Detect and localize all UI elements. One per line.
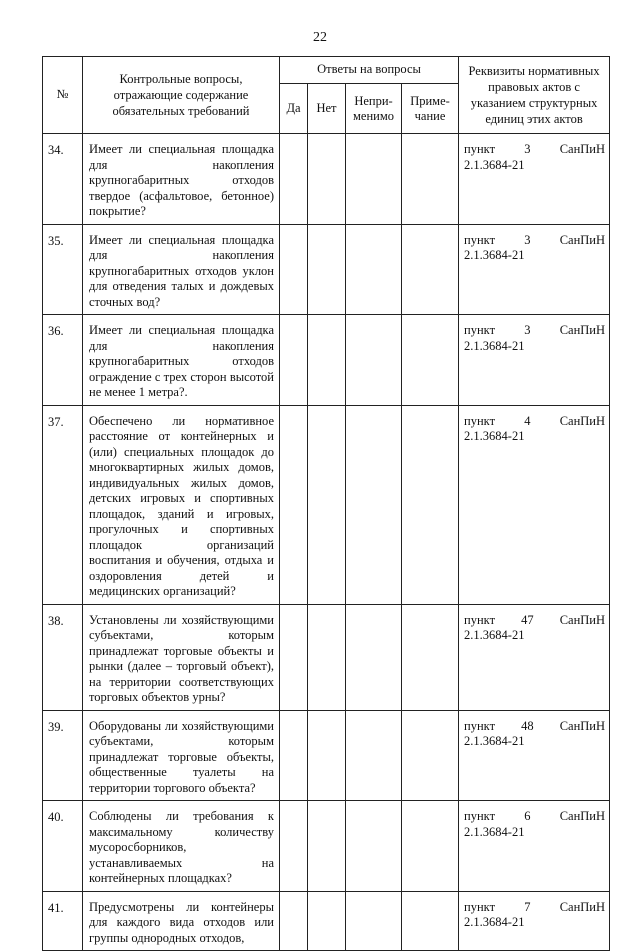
cell-no[interactable] bbox=[308, 224, 346, 315]
cell-not-applicable[interactable] bbox=[346, 604, 402, 710]
row-number: 39. bbox=[43, 710, 83, 801]
ref-point: пункт bbox=[464, 899, 496, 914]
header-no: Нет bbox=[308, 84, 346, 134]
ref-code: 2.1.3684-21 bbox=[464, 157, 525, 172]
table-row bbox=[43, 224, 610, 315]
cell-note[interactable] bbox=[402, 405, 459, 604]
cell-not-applicable[interactable] bbox=[346, 134, 402, 225]
cell-yes[interactable] bbox=[280, 224, 308, 315]
ref-act: СанПиН bbox=[559, 323, 606, 337]
row-requisites bbox=[459, 224, 610, 315]
cell-note[interactable] bbox=[402, 891, 459, 951]
row-question: Имеет ли специальная площадка для накопления крупногабаритных отходов твердое (асфальтовое, бетонное) покрытие? bbox=[83, 134, 280, 225]
row-requisites bbox=[459, 405, 610, 604]
row-requisites bbox=[459, 134, 610, 225]
ref-point: пункт bbox=[464, 232, 496, 247]
row-question: Имеет ли специальная площадка для накопления крупногабаритных отходов уклон для отведения талых и дождевых сточных вод? bbox=[83, 224, 280, 315]
cell-no[interactable] bbox=[308, 801, 346, 892]
ref-code: 2.1.3684-21 bbox=[464, 429, 525, 443]
cell-yes[interactable] bbox=[280, 405, 308, 604]
header-not-applicable-line2: менимо bbox=[353, 108, 394, 123]
checklist-table bbox=[42, 56, 610, 951]
ref-code: 2.1.3684-21 bbox=[464, 248, 525, 262]
ref-act: СанПиН bbox=[559, 718, 606, 733]
table-row bbox=[43, 710, 610, 801]
cell-not-applicable[interactable] bbox=[346, 224, 402, 315]
cell-yes[interactable] bbox=[280, 315, 308, 406]
ref-number: 3 bbox=[524, 142, 531, 156]
cell-not-applicable[interactable] bbox=[346, 315, 402, 406]
row-number: 38. bbox=[43, 604, 83, 710]
row-requisites bbox=[459, 710, 610, 801]
ref-number: 3 bbox=[524, 323, 531, 337]
ref-act: СанПиН bbox=[559, 413, 606, 428]
cell-no[interactable] bbox=[308, 405, 346, 604]
cell-yes[interactable] bbox=[280, 801, 308, 892]
cell-not-applicable[interactable] bbox=[346, 801, 402, 892]
ref-act: СанПиН bbox=[559, 612, 606, 627]
cell-no[interactable] bbox=[308, 134, 346, 225]
ref-number: 6 bbox=[524, 809, 531, 823]
row-requisites bbox=[459, 315, 610, 406]
row-question: Соблюдены ли требования к максимальному количеству мусоросборников, устанавливаемых на контейнерных площадках? bbox=[83, 801, 280, 892]
table-row bbox=[43, 801, 610, 892]
header-not-applicable-line1: Непри- bbox=[354, 93, 393, 108]
ref-point: пункт bbox=[464, 142, 496, 156]
cell-not-applicable[interactable] bbox=[346, 405, 402, 604]
table-row bbox=[43, 315, 610, 406]
ref-act: СанПиН bbox=[559, 899, 606, 914]
ref-code: 2.1.3684-21 bbox=[464, 915, 525, 929]
ref-act: СанПиН bbox=[559, 809, 606, 823]
header-question: Контрольные вопросы, отражающие содержание обязательных требований bbox=[83, 57, 280, 134]
row-question: Имеет ли специальная площадка для накопления крупногабаритных отходов ограждение с трех сторон высотой не менее 1 метра?. bbox=[83, 315, 280, 406]
cell-not-applicable[interactable] bbox=[346, 891, 402, 951]
row-number: 40. bbox=[43, 801, 83, 892]
row-number: 37. bbox=[43, 405, 83, 604]
cell-no[interactable] bbox=[308, 891, 346, 951]
ref-code: 2.1.3684-21 bbox=[464, 338, 525, 353]
cell-note[interactable] bbox=[402, 604, 459, 710]
cell-yes[interactable] bbox=[280, 710, 308, 801]
ref-act: СанПиН bbox=[559, 232, 606, 247]
row-question: Оборудованы ли хозяйствующими субъектами, которым принадлежат торговые объекты, общественные туалеты на территории торгового объекта? bbox=[83, 710, 280, 801]
ref-number: 48 bbox=[521, 718, 534, 733]
cell-note[interactable] bbox=[402, 315, 459, 406]
ref-number: 47 bbox=[521, 612, 534, 627]
table-row bbox=[43, 891, 610, 951]
cell-no[interactable] bbox=[308, 604, 346, 710]
ref-point: пункт bbox=[464, 718, 496, 733]
row-question: Установлены ли хозяйствующими субъектами, которым принадлежат торговые объекты и рынки (далее – торговый объект), на территории соответствующих торговых объектов урны? bbox=[83, 604, 280, 710]
ref-number: 4 bbox=[524, 413, 531, 428]
ref-number: 3 bbox=[524, 232, 531, 247]
cell-no[interactable] bbox=[308, 315, 346, 406]
header-note-line2: чание bbox=[414, 108, 446, 123]
cell-no[interactable] bbox=[308, 710, 346, 801]
cell-note[interactable] bbox=[402, 801, 459, 892]
header-note-line1: Приме- bbox=[410, 93, 450, 108]
row-requisites bbox=[459, 801, 610, 892]
table-row bbox=[43, 604, 610, 710]
ref-number: 7 bbox=[524, 899, 531, 914]
cell-note[interactable] bbox=[402, 134, 459, 225]
ref-act: СанПиН bbox=[559, 142, 606, 156]
ref-point: пункт bbox=[464, 413, 496, 428]
ref-point: пункт bbox=[464, 323, 496, 337]
ref-code: 2.1.3684-21 bbox=[464, 824, 525, 839]
header-requisites: Реквизиты нормативных правовых актов с указанием структурных единиц этих актов bbox=[459, 57, 610, 134]
header-note bbox=[402, 84, 459, 134]
header-not-applicable bbox=[346, 84, 402, 134]
cell-note[interactable] bbox=[402, 224, 459, 315]
cell-yes[interactable] bbox=[280, 891, 308, 951]
ref-point: пункт bbox=[464, 612, 496, 627]
page-number: 22 bbox=[313, 30, 327, 45]
ref-code: 2.1.3684-21 bbox=[464, 734, 525, 748]
table-row bbox=[43, 134, 610, 225]
row-requisites bbox=[459, 891, 610, 951]
table-row bbox=[43, 405, 610, 604]
row-number: 41. bbox=[43, 891, 83, 951]
cell-note[interactable] bbox=[402, 710, 459, 801]
cell-yes[interactable] bbox=[280, 604, 308, 710]
cell-not-applicable[interactable] bbox=[346, 710, 402, 801]
header-answers: Ответы на вопросы bbox=[280, 57, 459, 84]
row-requisites bbox=[459, 604, 610, 710]
row-question: Обеспечено ли нормативное расстояние от контейнерных и (или) специальных площадок до многоквартирных жилых домов, индивидуальных жилых домов, детских игровых и спортивных площадок, зданий и игровых, прогулочных и спортивных площадок организаций воспитания и обучения, отдыха и оздоровления детей и медицинских организаций? bbox=[83, 405, 280, 604]
ref-code: 2.1.3684-21 bbox=[464, 628, 525, 642]
row-number: 34. bbox=[43, 134, 83, 225]
header-number: № bbox=[43, 57, 83, 134]
row-number: 36. bbox=[43, 315, 83, 406]
ref-point: пункт bbox=[464, 809, 496, 823]
row-question: Предусмотрены ли контейнеры для каждого вида отходов или группы однородных отходов, bbox=[83, 891, 280, 951]
row-number: 35. bbox=[43, 224, 83, 315]
cell-yes[interactable] bbox=[280, 134, 308, 225]
header-yes: Да bbox=[280, 84, 308, 134]
